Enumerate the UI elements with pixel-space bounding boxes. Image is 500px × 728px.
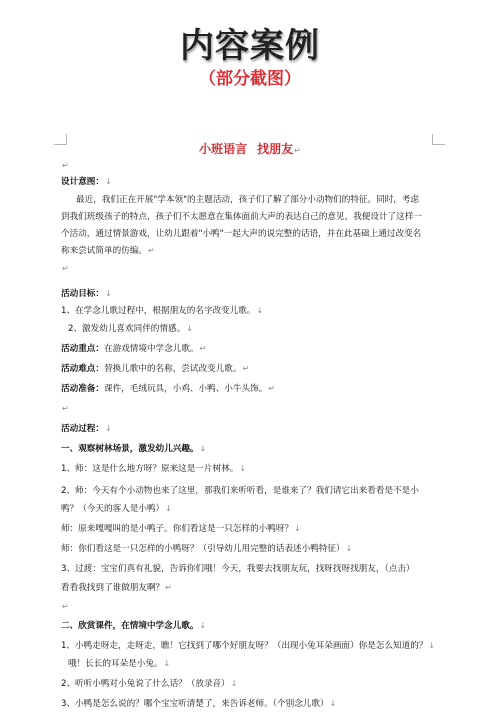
empty-paragraph — [61, 263, 441, 275]
banner-subtitle: （部分截图） — [199, 69, 301, 89]
paragraph-mark: ↵ — [62, 602, 69, 611]
paragraph-mark: ↵ — [62, 264, 69, 273]
line-break-mark: ↓ — [104, 289, 112, 298]
paragraph-line: 称来尝试简单的仿编。↵ — [61, 246, 155, 256]
list-item: 2、师：今天有个小动物也来了这里，那我们来听听看，是谁来了？我们请它出来看看是不是小 — [61, 486, 419, 496]
banner — [0, 0, 500, 96]
paragraph-mark: ↵ — [294, 146, 301, 155]
paragraph-line: 最近，我们正在开展"学本领"的主题活动，孩子们了解了部分小动物们的特征。同时，考虑 — [76, 195, 420, 205]
list-item: 2、激发幼儿喜欢同伴的情感。↓ — [68, 324, 193, 334]
empty-paragraph — [61, 160, 441, 172]
list-item: 1、师：这是什么地方呀？原来这是一片树林。↓ — [61, 464, 247, 474]
preparation-row: 活动准备：课件，毛绒玩具，小鸡、小鸭、小牛头饰。↵ — [61, 384, 275, 394]
line-break-mark: ↓ — [199, 621, 207, 630]
section-heading-design-intent: 设计意图：↓ — [61, 177, 112, 187]
difficulty-row: 活动难点：替换儿歌中的名称，尝试改变儿歌。↵ — [61, 364, 250, 374]
paragraph-line: 个活动，通过情景游戏，让幼儿跟着"小鸭"一起大声的说完整的话语，并在此基础上通过改变名 — [61, 229, 422, 239]
line-break-mark: ↓ — [104, 424, 112, 433]
line-break-mark: ↓ — [256, 306, 264, 315]
paragraph-line: 到我们班级孩子的特点，孩子们不太愿意在集体面前大声的表达自己的意见，我便设计了这样一 — [61, 212, 422, 222]
list-item-continued: 哦！长长的耳朵是小兔。↓ — [68, 659, 171, 669]
paragraph-mark: ↵ — [242, 364, 250, 373]
line-break-mark: ↓ — [199, 444, 207, 453]
list-item: 2、听听小鸭对小兔说了什么话？（放录音）↓ — [61, 679, 238, 689]
paragraph-mark: ↵ — [62, 161, 69, 170]
step-heading-2: 二、欣赏课件，在情境中学念儿歌。↓ — [61, 621, 207, 631]
list-item: 1、在学念儿歌过程中，根据朋友的名字改变儿歌。↓ — [61, 306, 264, 316]
banner-title: 内容案例 — [180, 26, 320, 66]
list-item: 3、过渡：宝宝们真有礼貌，告诉你们哦！今天，我要去找朋友玩，找呀找呀找朋友，（点击） — [61, 564, 415, 574]
line-break-mark: ↓ — [230, 679, 238, 688]
empty-paragraph — [61, 403, 441, 415]
section-heading-objectives: 活动目标：↓ — [61, 289, 112, 299]
paragraph-mark: ↵ — [199, 344, 207, 353]
document-title-part-1: 小班语言 — [199, 142, 248, 156]
line-break-mark: ↓ — [104, 177, 112, 186]
list-item: 1、小鸭走呀走，走呀走，瞧！它找到了哪个好朋友呀？（出现小兔耳朵画面）你是怎么知道的？↓ — [61, 641, 436, 651]
step-heading-1: 一、观察树林场景，激发幼儿兴趣。↓ — [61, 444, 207, 454]
line-break-mark: ↓ — [165, 504, 172, 513]
dialogue-line: 师：你们看这是一只怎样的小鸭呀？（引导幼儿用完整的话表述小鸭特征）↓ — [61, 544, 353, 554]
document-title — [0, 140, 500, 157]
paragraph-mark: ↵ — [268, 384, 275, 393]
line-break-mark: ↓ — [239, 464, 247, 473]
key-point-row: 活动重点：在游戏情境中学念儿歌。↵ — [61, 344, 207, 354]
paragraph-mark: ↵ — [147, 246, 155, 255]
line-break-mark: ↓ — [294, 524, 301, 533]
document-title-part-2: 找朋友 — [257, 142, 294, 156]
section-heading-process: 活动过程：↓ — [61, 424, 112, 434]
list-item-continued: 看看我找到了谁做朋友啊？↵ — [61, 583, 172, 593]
line-break-mark: ↓ — [163, 659, 171, 668]
line-break-mark: ↓ — [428, 641, 436, 650]
line-break-mark: ↓ — [186, 324, 193, 333]
list-item: 3、小鸭是怎么说的？哪个宝宝听清楚了，来告诉老师。（个别念儿歌）↓ — [61, 699, 337, 709]
line-break-mark: ↓ — [345, 544, 353, 553]
paragraph-mark: ↵ — [165, 583, 172, 592]
line-break-mark: ↓ — [329, 699, 337, 708]
empty-paragraph — [61, 601, 441, 613]
paragraph-mark: ↵ — [62, 404, 69, 413]
list-item-continued: 鸭？（今天的客人是小鸭）↓ — [61, 504, 172, 514]
dialogue-line: 师：原来嘎嘎叫的是小鸭子。你们看这是一只怎样的小鸭呀？↓ — [61, 524, 301, 534]
